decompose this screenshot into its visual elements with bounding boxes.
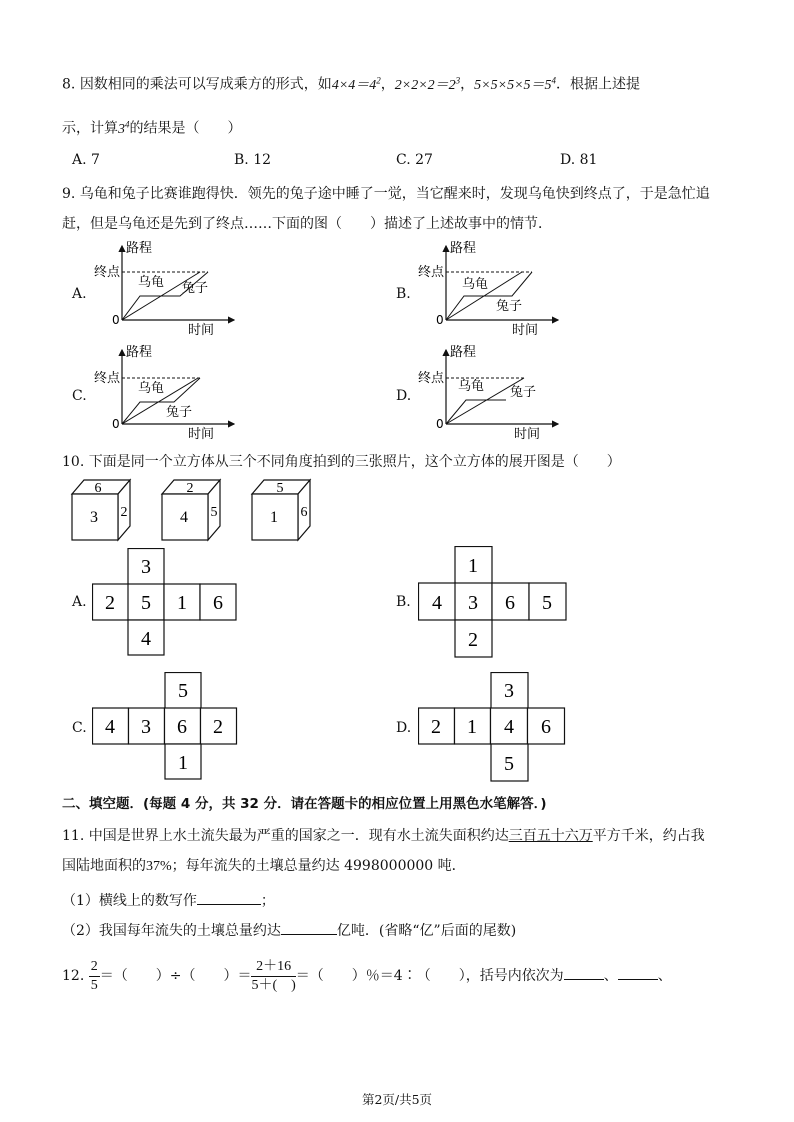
q11-text: 国陆地面积的 (62, 858, 146, 874)
q12-text: ＝（ ）％＝4∶（ ），括号内依次为 (295, 968, 564, 984)
cube-front-face: 1 (270, 509, 278, 526)
net-face-top: 3 (504, 680, 514, 702)
answer-blank[interactable] (281, 920, 337, 935)
q8-option-b[interactable]: B. 12 (234, 152, 272, 168)
net-face: 4 (105, 716, 115, 738)
q10-option-a[interactable]: A. (72, 594, 87, 610)
q9-graph-b[interactable] (414, 240, 564, 336)
y-axis-label: 路程 (126, 345, 153, 360)
answer-blank[interactable] (197, 890, 261, 905)
cube-top-face: 2 (186, 481, 194, 496)
net-face-top: 5 (178, 680, 188, 702)
finish-label: 终点 (94, 371, 121, 386)
cube-front-face: 4 (180, 509, 188, 526)
net-face: 4 (504, 716, 514, 738)
net-face: 6 (213, 592, 223, 614)
q11-percent: 37% (146, 859, 172, 874)
net-face-bottom: 2 (468, 629, 478, 651)
q9-graph-a[interactable] (90, 240, 240, 336)
q8-text1: 因数相同的乘法可以写成乘方的形式，如 (79, 76, 332, 93)
q8-example1: $4\times 4=4^2$ (331, 75, 381, 93)
q11-sub2-end: 亿吨．(省略“亿”后面的尾数) (336, 923, 517, 939)
cube-front-face: 3 (90, 509, 98, 526)
q8-line1 (62, 70, 640, 96)
net-face-bottom: 1 (178, 752, 188, 774)
y-axis-label: 路程 (126, 241, 153, 256)
rabbit-label: 兔子 (182, 281, 209, 296)
q8-text4: 的结果是（ ） (129, 120, 242, 137)
q9-line1: 9. 乌龟和兔子比赛谁跑得快．领先的兔子途中睡了一觉，当它醒来时，发现乌龟快到终点了，于是急忙追 (62, 186, 710, 202)
net-face: 6 (177, 716, 187, 738)
cube-photo-3 (250, 478, 320, 542)
q11-line2 (62, 856, 466, 877)
q11-text: 平方千米，约占我 (592, 828, 705, 844)
q8-line2 (62, 114, 242, 140)
q8-option-a[interactable]: A. 7 (72, 152, 100, 168)
net-face: 2 (105, 592, 115, 614)
net-d[interactable] (418, 672, 568, 782)
finish-label: 终点 (94, 265, 121, 280)
cube-photo-1 (70, 478, 140, 542)
q11-text: 11. 中国是世界上水土流失最为严重的国家之一．现有水土流失面积约达 (62, 828, 509, 844)
tortoise-label: 乌龟 (138, 275, 165, 290)
origin-label: 0 (436, 417, 444, 431)
net-face-top: 3 (141, 556, 151, 578)
y-axis-label: 路程 (450, 241, 477, 256)
q10-question: 10. 下面是同一个立方体从三个不同角度拍到的三张照片，这个立方体的展开图是（ ） (62, 454, 621, 470)
tortoise-label: 乌龟 (462, 277, 489, 292)
cube-top-face: 5 (276, 481, 284, 496)
x-axis-label: 时间 (188, 427, 215, 440)
q11-line1 (62, 826, 705, 846)
net-face: 3 (141, 716, 151, 738)
finish-label: 终点 (418, 371, 445, 386)
net-face: 5 (141, 592, 151, 614)
q11-sub2-text: （2）我国每年流失的土壤总量约达 (62, 923, 281, 939)
net-face-top: 1 (468, 555, 478, 577)
q11-sub1-end: ； (260, 893, 275, 909)
net-face: 6 (541, 716, 551, 738)
rabbit-label: 兔子 (510, 385, 537, 400)
tortoise-label: 乌龟 (458, 379, 485, 394)
q10-option-b[interactable]: B. (396, 594, 411, 610)
net-a[interactable] (92, 548, 238, 656)
q8-text2: ．根据上述提 (556, 76, 641, 93)
q12-sep: 、 (657, 968, 672, 984)
finish-label: 终点 (418, 265, 445, 280)
origin-label: 0 (436, 313, 444, 327)
q8-example3: $5\times 5\times 5\times 5=5^4$ (474, 75, 557, 93)
fraction-2-5: $\frac{2}{5}$ (90, 958, 98, 993)
net-face: 4 (432, 592, 442, 614)
q11-text: ；每年流失的土壤总量约达 4998000000 吨． (171, 858, 466, 874)
net-face-bottom: 5 (504, 753, 514, 775)
q9-option-b[interactable]: B. (396, 286, 411, 302)
net-b[interactable] (418, 546, 568, 658)
q9-option-d[interactable]: D. (396, 388, 412, 404)
q8-option-d[interactable]: D. 81 (560, 152, 598, 168)
q11-underlined-number: 三百五十六万 (508, 828, 593, 844)
q8-number: 8. (62, 76, 76, 93)
q9-option-c[interactable]: C. (72, 388, 87, 404)
q12-sep: 、 (603, 968, 618, 984)
tortoise-label: 乌龟 (138, 381, 165, 396)
q11-sub2 (62, 920, 516, 941)
net-face: 1 (177, 592, 187, 614)
x-axis-label: 时间 (514, 427, 541, 440)
q8-example2: $2\times 2\times 2=2^3$ (394, 75, 461, 93)
rabbit-label: 兔子 (166, 405, 193, 420)
rabbit-label: 兔子 (496, 299, 523, 314)
q10-option-d[interactable]: D. (396, 720, 412, 736)
net-face: 2 (213, 716, 223, 738)
y-axis-label: 路程 (450, 345, 477, 360)
q9-option-a[interactable]: A. (72, 286, 87, 302)
cube-top-face: 6 (94, 481, 102, 496)
net-c[interactable] (92, 672, 242, 780)
net-face: 5 (542, 592, 552, 614)
q11-sub1-text: （1）横线上的数写作 (62, 893, 197, 909)
q10-option-c[interactable]: C. (72, 720, 87, 736)
origin-label: 0 (112, 417, 120, 431)
net-face-bottom: 4 (141, 628, 151, 650)
q8-option-c[interactable]: C. 27 (396, 152, 433, 168)
answer-blank[interactable] (618, 965, 658, 980)
answer-blank[interactable] (564, 965, 604, 980)
q11-sub1 (62, 890, 275, 911)
q9-line2: 赶，但是乌龟还是先到了终点……下面的图（ ）描述了上述故事中的情节． (62, 216, 552, 232)
q8-sep: ， (460, 76, 475, 93)
cube-right-face: 5 (210, 505, 218, 520)
x-axis-label: 时间 (188, 323, 215, 336)
q8-calc: $3^4$ (118, 119, 130, 137)
q8-text3: 示，计算 (62, 120, 118, 137)
section-heading: 二、填空题．(每题 4 分，共 32 分．请在答题卡的相应位置上用黑色水笔解答．) (62, 796, 547, 812)
q9-graph-d[interactable] (414, 344, 564, 440)
net-face: 6 (505, 592, 515, 614)
net-face: 2 (431, 716, 441, 738)
net-face: 3 (468, 592, 478, 614)
fraction-expression: $\frac{2+16}{5+( )}$ (251, 958, 296, 993)
net-face: 1 (467, 716, 477, 738)
cube-right-face: 6 (300, 505, 308, 520)
q12-text: ＝（ ）÷（ ）＝ (99, 968, 252, 984)
q12-number: 12. (62, 968, 85, 984)
origin-label: 0 (112, 313, 120, 327)
x-axis-label: 时间 (512, 323, 539, 336)
q8-sep: ， (380, 76, 395, 93)
page-footer: 第2页/共5页 (361, 1092, 433, 1107)
cube-right-face: 2 (120, 505, 128, 520)
q12-line (62, 956, 672, 996)
cube-photo-2 (160, 478, 230, 542)
q9-graph-c[interactable] (90, 344, 240, 440)
